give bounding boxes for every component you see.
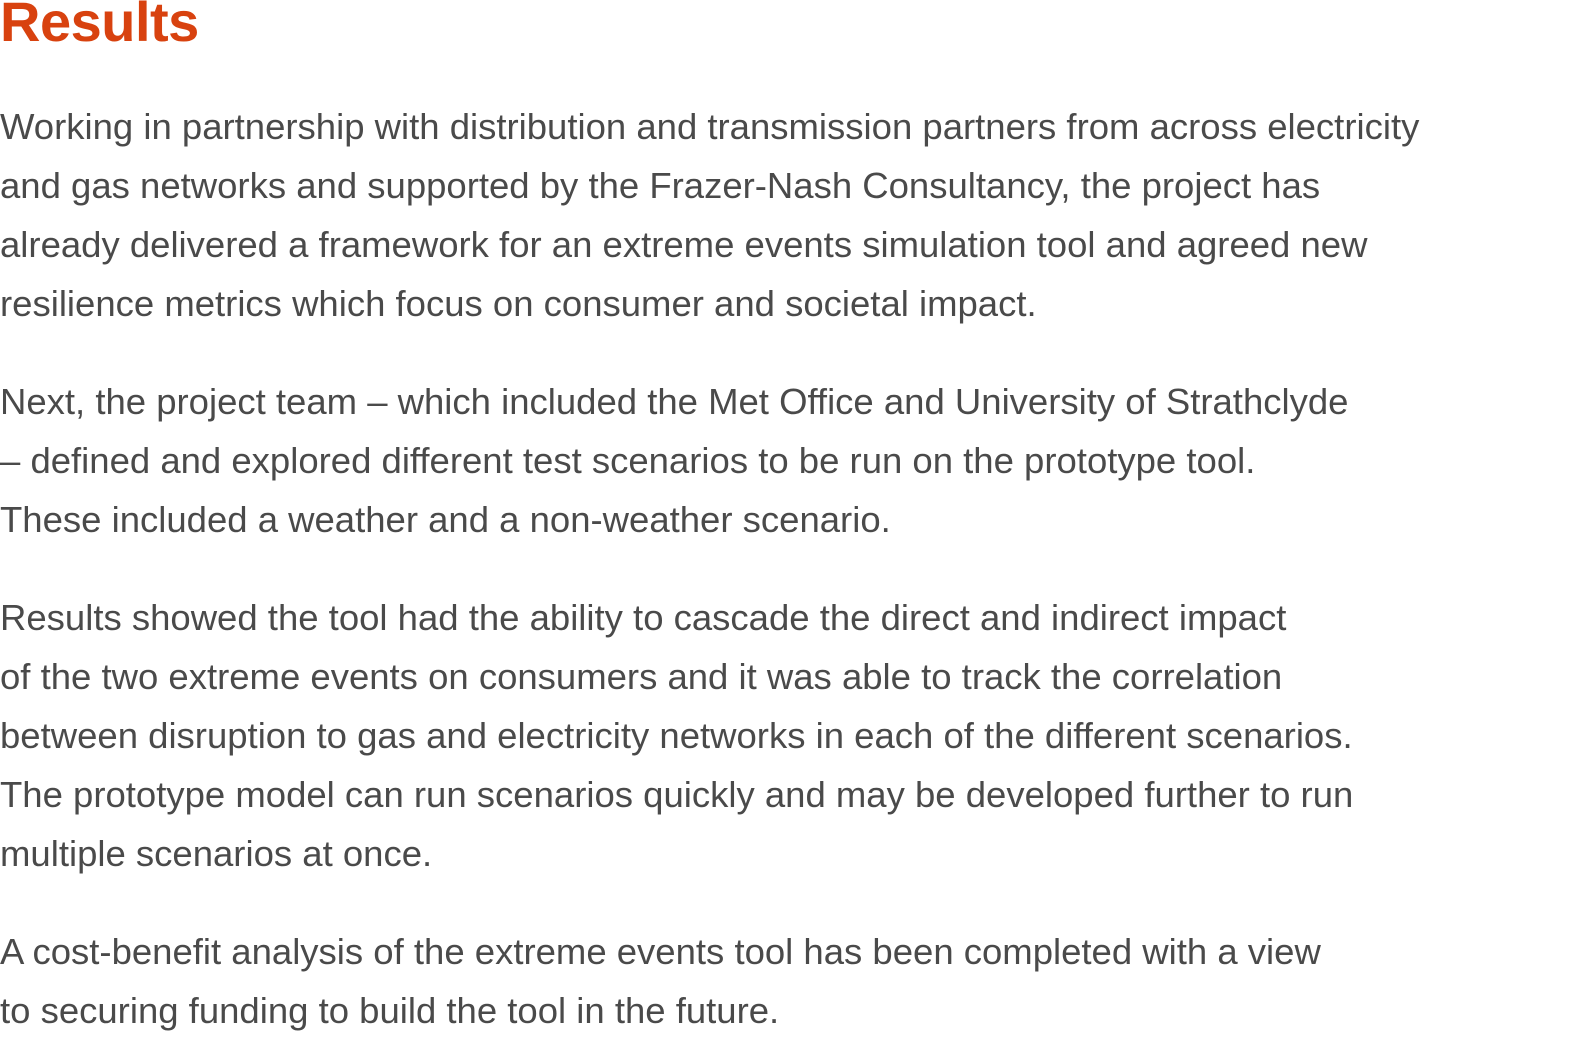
paragraph-line: These included a weather and a non-weather scenario. [0,499,891,540]
paragraph-line: resilience metrics which focus on consumer and societal impact. [0,283,1037,324]
paragraph-line: between disruption to gas and electricity networks in each of the different scenarios. [0,715,1353,756]
paragraph-line: multiple scenarios at once. [0,833,433,874]
paragraph-partnership [0,97,1419,333]
section-title: Results [0,0,199,53]
paragraph-line: of the two extreme events on consumers and it was able to track the correlation [0,656,1283,697]
paragraph-line: to securing funding to build the tool in the future. [0,990,780,1031]
paragraph-line: Next, the project team – which included the Met Office and University of Strathclyde [0,381,1349,422]
paragraph-line: The prototype model can run scenarios quickly and may be developed further to run [0,774,1354,815]
paragraph-cost-benefit [0,922,1321,1040]
paragraph-line: already delivered a framework for an extreme events simulation tool and agreed new [0,224,1368,265]
paragraph-line: Results showed the tool had the ability to cascade the direct and indirect impact [0,597,1287,638]
paragraph-results [0,588,1353,883]
paragraph-line: Working in partnership with distribution and transmission partners from across electricity [0,106,1420,147]
paragraph-line: and gas networks and supported by the Frazer-Nash Consultancy, the project has [0,165,1321,206]
paragraph-line: – defined and explored different test scenarios to be run on the prototype tool. [0,440,1256,481]
paragraph-test-scenarios [0,372,1348,549]
paragraph-line: A cost-benefit analysis of the extreme events tool has been completed with a view [0,931,1321,972]
